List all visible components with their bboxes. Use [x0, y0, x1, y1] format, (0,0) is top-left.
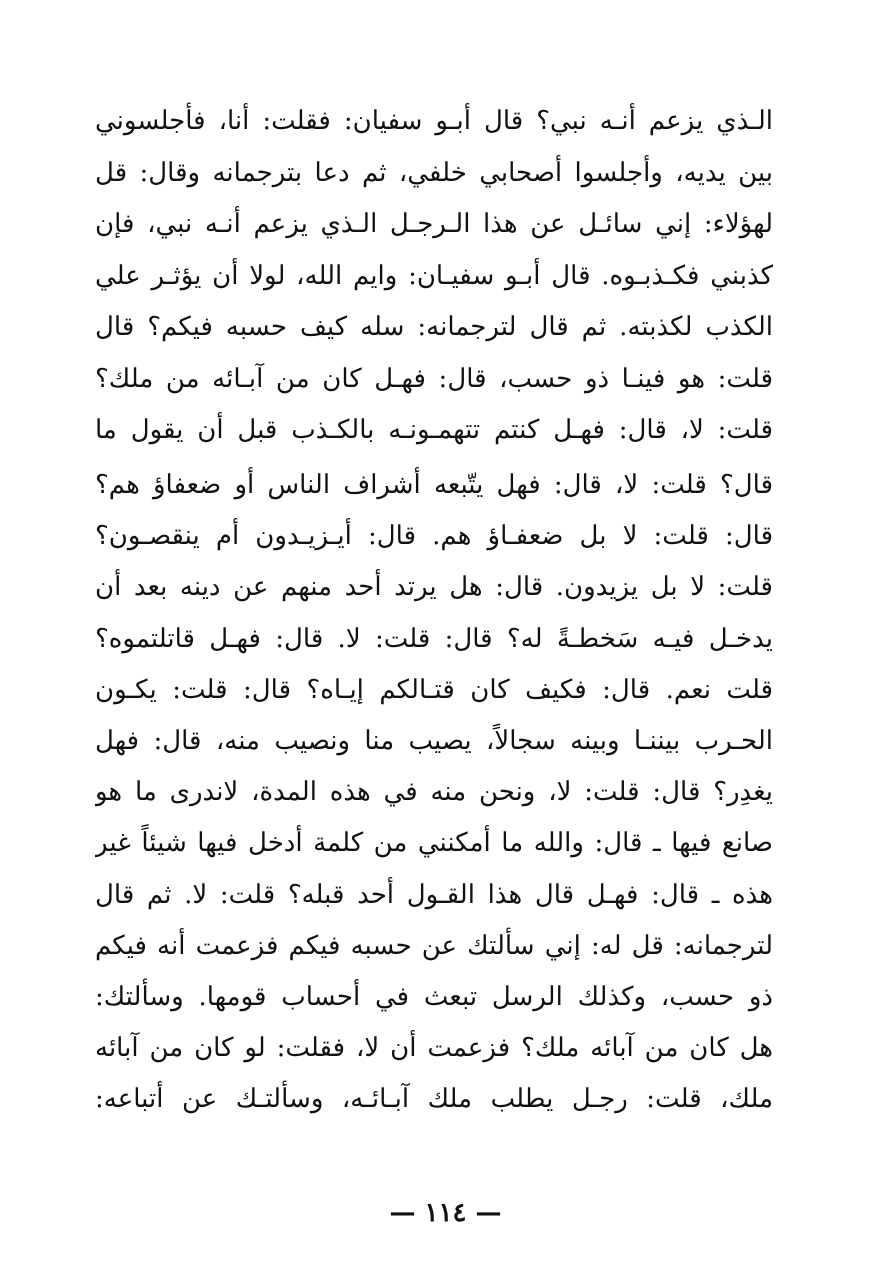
- text-line: قال: قلت: لا بل ضعفـاؤ هم. قال: أيـزيـدون أم ينقصـون؟: [95, 521, 773, 552]
- page-number: — ١١٤ —: [389, 1198, 502, 1228]
- text-line: قلت: لا، قال: فهـل كنتم تتهمـونـه بالكـذب قبل أن يقول ما: [95, 415, 773, 445]
- text-line: يدخـل فيـه سَخطـةً له؟ قال: قلت: لا. قال: فهـل قاتلتموه؟: [95, 623, 773, 654]
- text-line: ملك، قلت: رجـل يطلب ملك آبـائـه، وسألتـك عن أتباعه:: [95, 1084, 773, 1115]
- text-line: الـذي يزعم أنـه نبي؟ قال أبـو سفيان: فقلت: أنا، فأجلسوني: [95, 106, 773, 136]
- text-line: قلت: هو فينـا ذو حسب، قال: فهـل كان من آبـائه من ملك؟: [95, 363, 773, 394]
- text-line: هذه ـ قال: فهـل قال هذا القـول أحد قبله؟ قلت: لا. ثم قال: [95, 879, 773, 910]
- text-line: ذو حسب، وكذلك الرسل تبعث في أحساب قومها. وسألتك:: [95, 981, 773, 1012]
- text-block-upper: [95, 96, 773, 457]
- text-line: كذبني فكـذبـوه. قال أبـو سفيـان: وايم الله، لولا أن يؤثـر علي: [95, 260, 773, 291]
- text-line: لترجمانه: قل له: إني سألتك عن حسبه فيكم فزعمت أنه فيكم: [95, 930, 773, 961]
- text-line: قال؟ قلت: لا، قال: فهل يتّبعه أشراف الناس أو ضعفاؤ هم؟: [95, 470, 773, 500]
- text-line: قلت: لا بل يزيدون. قال: هل يرتد أحد منهم عن دينه بعد أن: [95, 572, 773, 603]
- text-line: لهؤلاء: إني سائـل عن هذا الـرجـل الـذي يزعم أنـه نبي، فإن: [95, 209, 773, 239]
- text-line: هل كان من آبائه ملك؟ فزعمت أن لا، فقلت: لو كان من آبائه: [95, 1033, 773, 1064]
- text-line: قلت نعم. قال: فكيف كان قتـالكم إيـاه؟ قال: قلت: يكـون: [95, 674, 773, 705]
- text-block-lower: [95, 460, 773, 1125]
- text-line: يغدِر؟ قال: قلت: لا، ونحن منه في هذه المدة، لاندرى ما هو: [95, 777, 773, 808]
- text-line: بين يديه، وأجلسوا أصحابي خلفي، ثم دعا بترجمانه وقال: قل: [95, 157, 773, 188]
- text-line: الكذب لكذبته. ثم قال لترجمانه: سله كيف حسبه فيكم؟ قال: [95, 312, 773, 342]
- text-line: الحـرب بيننـا وبينه سجالاً، يصيب منا ونصيب منه، قال: فهل: [95, 725, 773, 756]
- text-line: صانع فيها ـ قال: والله ما أمكنني من كلمة أدخل فيها شيئاً غير: [95, 828, 773, 859]
